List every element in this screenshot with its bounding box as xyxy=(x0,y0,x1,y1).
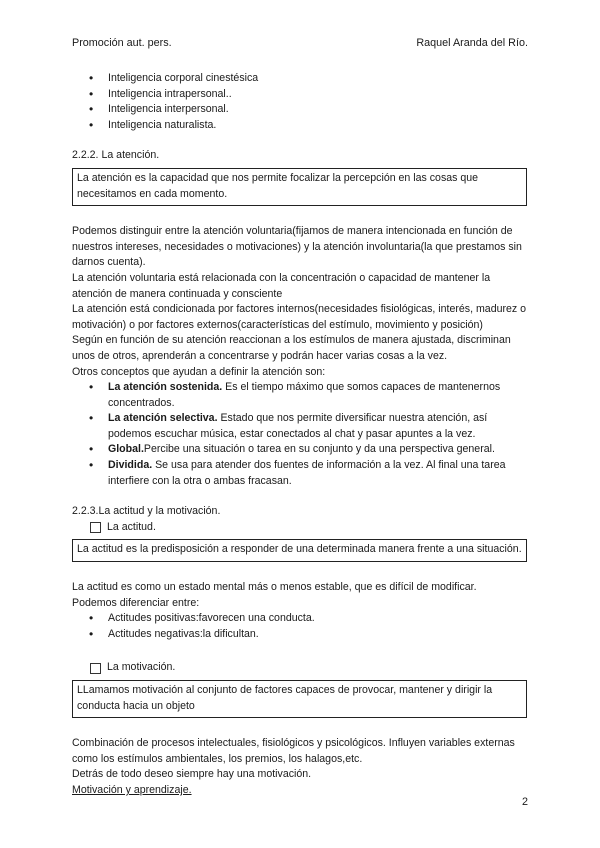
page-number: 2 xyxy=(521,796,528,808)
concept-text: Se usa para atender dos fuentes de información a la vez. Al final una tarea interfiere con la otra o ambas fracasan. xyxy=(108,459,506,487)
concept-term: La atención selectiva. xyxy=(108,412,218,425)
header-course: Promoción aut. pers. xyxy=(72,37,172,49)
checkbox-icon xyxy=(90,522,101,533)
paragraph: Podemos diferenciar entre: xyxy=(72,596,200,609)
paragraph: Según en función de su atención reaccionan a los estímulos de manera ajustada, discriminan unos de otros, aprenderán a concentrarse y podrán hacer varias cosas a la vez. xyxy=(72,334,511,362)
list-item: • Inteligencia naturalista. xyxy=(72,118,532,134)
concept-term: La atención sostenida. xyxy=(108,381,223,394)
list-item xyxy=(72,458,532,489)
concept-text: Es el tiempo máximo que somos capaces de mantenernos concentrados. xyxy=(108,381,501,409)
paragraph: Otros conceptos que ayudan a definir la atención son: xyxy=(72,365,326,378)
checkbox-icon xyxy=(90,663,101,674)
attitude-checkbox-item xyxy=(72,520,532,536)
list-item: • Inteligencia interpersonal. xyxy=(72,102,532,118)
attention-definition-box: La atención es la capacidad que nos permite focalizar la percepción en las cosas que necesitamos en cada momento. xyxy=(72,168,527,206)
attitude-types-list xyxy=(72,611,532,642)
checkbox-label: La actitud. xyxy=(107,520,156,533)
list-item: • Actitudes positivas:favorecen una conducta. xyxy=(72,611,532,627)
list-item: • Inteligencia intrapersonal.. xyxy=(72,87,532,103)
motivation-link[interactable]: Motivación y aprendizaje. xyxy=(72,783,192,796)
paragraph: Podemos distinguir entre la atención voluntaria(fijamos de manera intencionada en función de nuestros intereses, necesidades o motivaciones) y la atención involuntaria(la que prestamos sin darnos cuenta). xyxy=(72,225,522,269)
header-author: Raquel Aranda del Río. xyxy=(416,37,528,49)
list-item xyxy=(72,380,532,411)
list-item: • Actitudes negativas:la dificultan. xyxy=(72,627,532,643)
concept-term: Global. xyxy=(108,443,144,456)
list-item xyxy=(72,411,532,442)
list-item xyxy=(72,442,532,458)
paragraph: Detrás de todo deseo siempre hay una motivación. xyxy=(72,768,312,781)
section-heading-attention: 2.2.2. La atención. xyxy=(72,149,160,162)
section-heading-attitude: 2.2.3.La actitud y la motivación. xyxy=(72,505,221,518)
attention-concepts-list xyxy=(72,380,532,489)
list-item: • Inteligencia corporal cinestésica xyxy=(72,71,532,87)
paragraph: La actitud es como un estado mental más o menos estable, que es difícil de modificar. xyxy=(72,581,477,594)
checkbox-label: La motivación. xyxy=(107,661,176,674)
concept-term: Dividida. xyxy=(108,459,153,472)
paragraph: Combinación de procesos intelectuales, fisiológicos y psicológicos. Influyen variables externas como los estímulos ambientales, los premios, los halagos,etc. xyxy=(72,737,515,765)
paragraph: La atención está condicionada por factores internos(necesidades fisiológicas, interés, madurez o motivación) o por factores externos(características del estímulo, movimiento y posición) xyxy=(72,303,527,331)
motivation-definition-box: LLamamos motivación al conjunto de factores capaces de provocar, mantener y dirigir la conducta hacia un objeto xyxy=(72,680,527,718)
page-content xyxy=(72,71,532,799)
concept-text: Percibe una situación o tarea en su conjunto y da una perspectiva general. xyxy=(143,443,495,456)
motivation-checkbox-item xyxy=(72,660,532,676)
intelligence-list xyxy=(72,71,532,133)
paragraph: La atención voluntaria está relacionada con la concentración o capacidad de mantener la atención de manera continuada y consciente xyxy=(72,271,491,300)
attitude-definition-box: La actitud es la predisposición a responder de una determinada manera frente a una situación. xyxy=(72,539,527,562)
concept-text: Estado que nos permite diversificar nuestra atención, así podemos escuchar música, estar conectados al chat y pasar apuntes a la vez. xyxy=(108,412,488,440)
